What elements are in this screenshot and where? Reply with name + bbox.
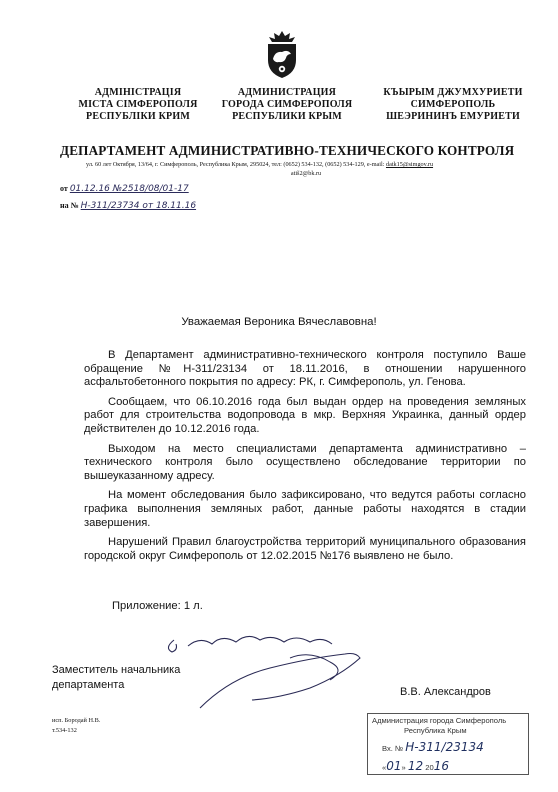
signatory-role-line: департамента	[52, 678, 125, 691]
org-line: МІСТА СІМФЕРОПОЛЯ	[78, 99, 198, 110]
letter-paragraph: Сообщаем, что 06.10.2016 года был выдан ордер на проведения земляных работ для строительства водопровода в мкр. Верхняя Украинка, данный ордер действителен до 10.12.2016 года.	[84, 395, 526, 435]
outgoing-reference-value: 01.12.16 №2518/08/01-17	[69, 184, 189, 194]
department-email-primary[interactable]: datk15@simgov.ru	[385, 161, 434, 168]
stamp-incoming-label: Вх. №	[382, 744, 404, 753]
stamp-date-month: 12	[407, 759, 424, 773]
outgoing-reference-label: от	[60, 184, 68, 193]
signatory-role	[52, 663, 180, 692]
org-name-russian	[212, 87, 362, 123]
stamp-org-line: Республика Крым	[404, 726, 467, 735]
incoming-reference	[60, 201, 196, 211]
department-address: ул. 60 лет Октября, 13/64, г. Симферополь, Республика Крым, 295024, тел: (0652) 534-132, (0652) 534-129, e-mail:	[86, 161, 385, 168]
incoming-reference-value: Н-311/23734 от 18.11.16	[80, 201, 197, 211]
org-line: РЕСПУБЛІКИ КРИМ	[86, 111, 190, 122]
stamp-incoming-value: Н-311/23134	[405, 740, 484, 754]
signatory-name: В.В. Александров	[400, 686, 491, 698]
letter-appendix: Приложение: 1 л.	[112, 600, 203, 612]
stamp-incoming-number	[382, 740, 484, 754]
department-title: ДЕПАРТАМЕНТ АДМИНИСТРАТИВНО-ТЕХНИЧЕСКОГО КОНТРОЛЯ	[60, 143, 515, 158]
org-line: РЕСПУБЛИКИ КРЫМ	[232, 111, 342, 122]
letter-paragraph: В Департамент административно-технического контроля поступило Ваше обращение №Н-311/23134 от 18.11.2016, в отношении нарушенного асфальтобетонного покрытия по адресу: РК, г. Симферополь, ул. Генова.	[84, 349, 526, 389]
letter-body	[84, 349, 526, 569]
stamp-org-line: Администрация города Симферополь	[372, 716, 507, 725]
department-email-secondary[interactable]: atiš2@bk.ru	[290, 170, 322, 177]
executor-info	[52, 716, 100, 736]
letter-paragraph: На момент обследования было зафиксировано, что ведутся работы согласно графика выполнения земляных работ, данные работы находятся в стадии завершения.	[84, 489, 526, 529]
letter-paragraph: Нарушений Правил благоустройства территорий муниципального образования городской округ Симферополь от 12.02.2015 №176 выявлено не было.	[84, 536, 526, 562]
outgoing-reference	[60, 184, 189, 194]
executor-phone: т.534-132	[52, 727, 77, 734]
letter-paragraph: Выходом на место специалистами департамента административно – технического контроля было осуществлено обследование территории по вышеуказанному адресу.	[84, 442, 526, 482]
org-line: КЪЫРЫМ ДЖУМХУРИЕТИ	[383, 87, 523, 98]
org-name-crimean-tatar	[378, 87, 528, 123]
org-line: ШЕЭРИНИНЪ ЕМУРИЕТИ	[386, 111, 520, 122]
department-contacts	[86, 160, 526, 178]
org-line: ГОРОДА СИМФЕРОПОЛЯ	[221, 99, 353, 110]
org-line: СИМФЕРОПОЛЬ	[410, 99, 496, 110]
incoming-registration-stamp	[367, 713, 529, 775]
stamp-date-year: 16	[433, 759, 449, 773]
org-name-ukrainian	[58, 87, 218, 123]
stamp-date-day: 01	[386, 759, 402, 773]
executor-name: исп. Бородай Н.В.	[52, 717, 101, 724]
stamp-date: «01» 12 2016	[382, 759, 449, 773]
letter-salutation: Уважаемая Вероника Вячеславовна!	[181, 316, 377, 328]
org-line: АДМИНИСТРАЦИЯ	[237, 87, 337, 98]
handwritten-signature	[160, 628, 380, 718]
crimea-coat-of-arms-emblem	[262, 30, 302, 80]
org-line: АДМІНІСТРАЦІЯ	[94, 87, 182, 98]
signatory-role-line: Заместитель начальника	[52, 664, 181, 676]
incoming-reference-label: на №	[60, 201, 79, 210]
